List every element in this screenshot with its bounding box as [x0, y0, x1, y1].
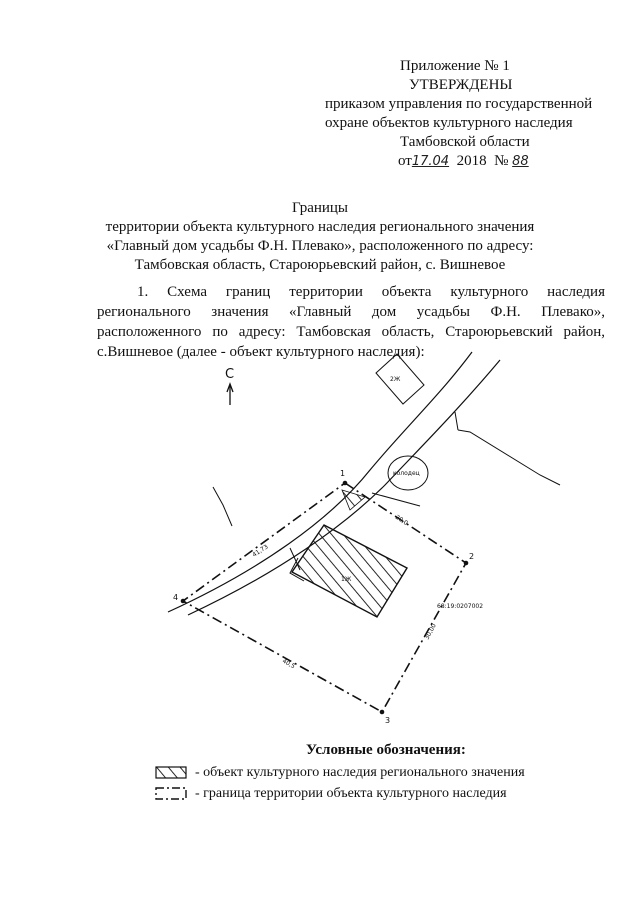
dim-2-3: 30,00 [423, 622, 438, 641]
heritage-object [290, 525, 407, 617]
point-2-label: 2 [469, 552, 475, 561]
title-line-2: территории объекта культурного наследия регионального значения [105, 219, 535, 235]
order-year: 2018 [456, 153, 487, 169]
dashed-boundary-swatch-icon [155, 787, 187, 800]
approved-label: УТВЕРЖДЕНЫ [409, 77, 513, 93]
dim-1-2: 20,0 [393, 513, 409, 527]
scheme-description-text: 1. Схема границ территории объекта культурного наследия регионального значения «Главный дом усадьбы Ф.Н. Плевако», расположенного по адресу: Тамбовская область, Староюрьевский район, с.Вишневое (далее - объект культурного наследия): [97, 284, 605, 360]
approval-line-3: Тамбовской области [400, 134, 530, 150]
north-label: С [225, 367, 235, 382]
legend-title: Условные обозначения: [306, 742, 466, 758]
point-3-label: 3 [385, 716, 391, 725]
heritage-object-label: 1Ж [341, 576, 352, 583]
approval-line-1: приказом управления по государственной [325, 96, 593, 112]
hatched-swatch-icon [155, 766, 187, 779]
legend-item-heritage [155, 765, 525, 781]
appendix-label: Приложение № 1 [400, 58, 510, 74]
well-label: колодец [393, 470, 420, 477]
legend-item-heritage-label: - объект культурного наследия регионального значения [195, 765, 525, 780]
legend-item-boundary-label: - граница территории объекта культурного наследия [195, 786, 507, 801]
approval-line-2: охране объектов культурного наследия [325, 115, 573, 131]
title-line-4: Тамбовская область, Староюрьевский район, с. Вишневое [134, 257, 506, 273]
point-1-label: 1 [340, 469, 346, 478]
title-line-1: Границы [291, 200, 349, 216]
legend-item-boundary [155, 786, 507, 802]
number-prefix: № [494, 153, 509, 169]
neighbour-building-label: 2Ж [390, 376, 401, 383]
parcel-number: 68:19:0207002 [437, 603, 484, 610]
dim-3-4: 40,5 [281, 657, 297, 671]
date-prefix: от [398, 153, 412, 169]
point-4-label: 4 [173, 593, 179, 602]
dim-4-1: 41,73 [251, 543, 270, 559]
handwritten-number: 88 [512, 154, 529, 169]
north-arrow [225, 367, 234, 405]
neighbour-building [376, 354, 424, 404]
title-line-3: «Главный дом усадьбы Ф.Н. Плевако», расположенного по адресу: [106, 238, 534, 254]
handwritten-date: 17.04 [411, 154, 450, 169]
